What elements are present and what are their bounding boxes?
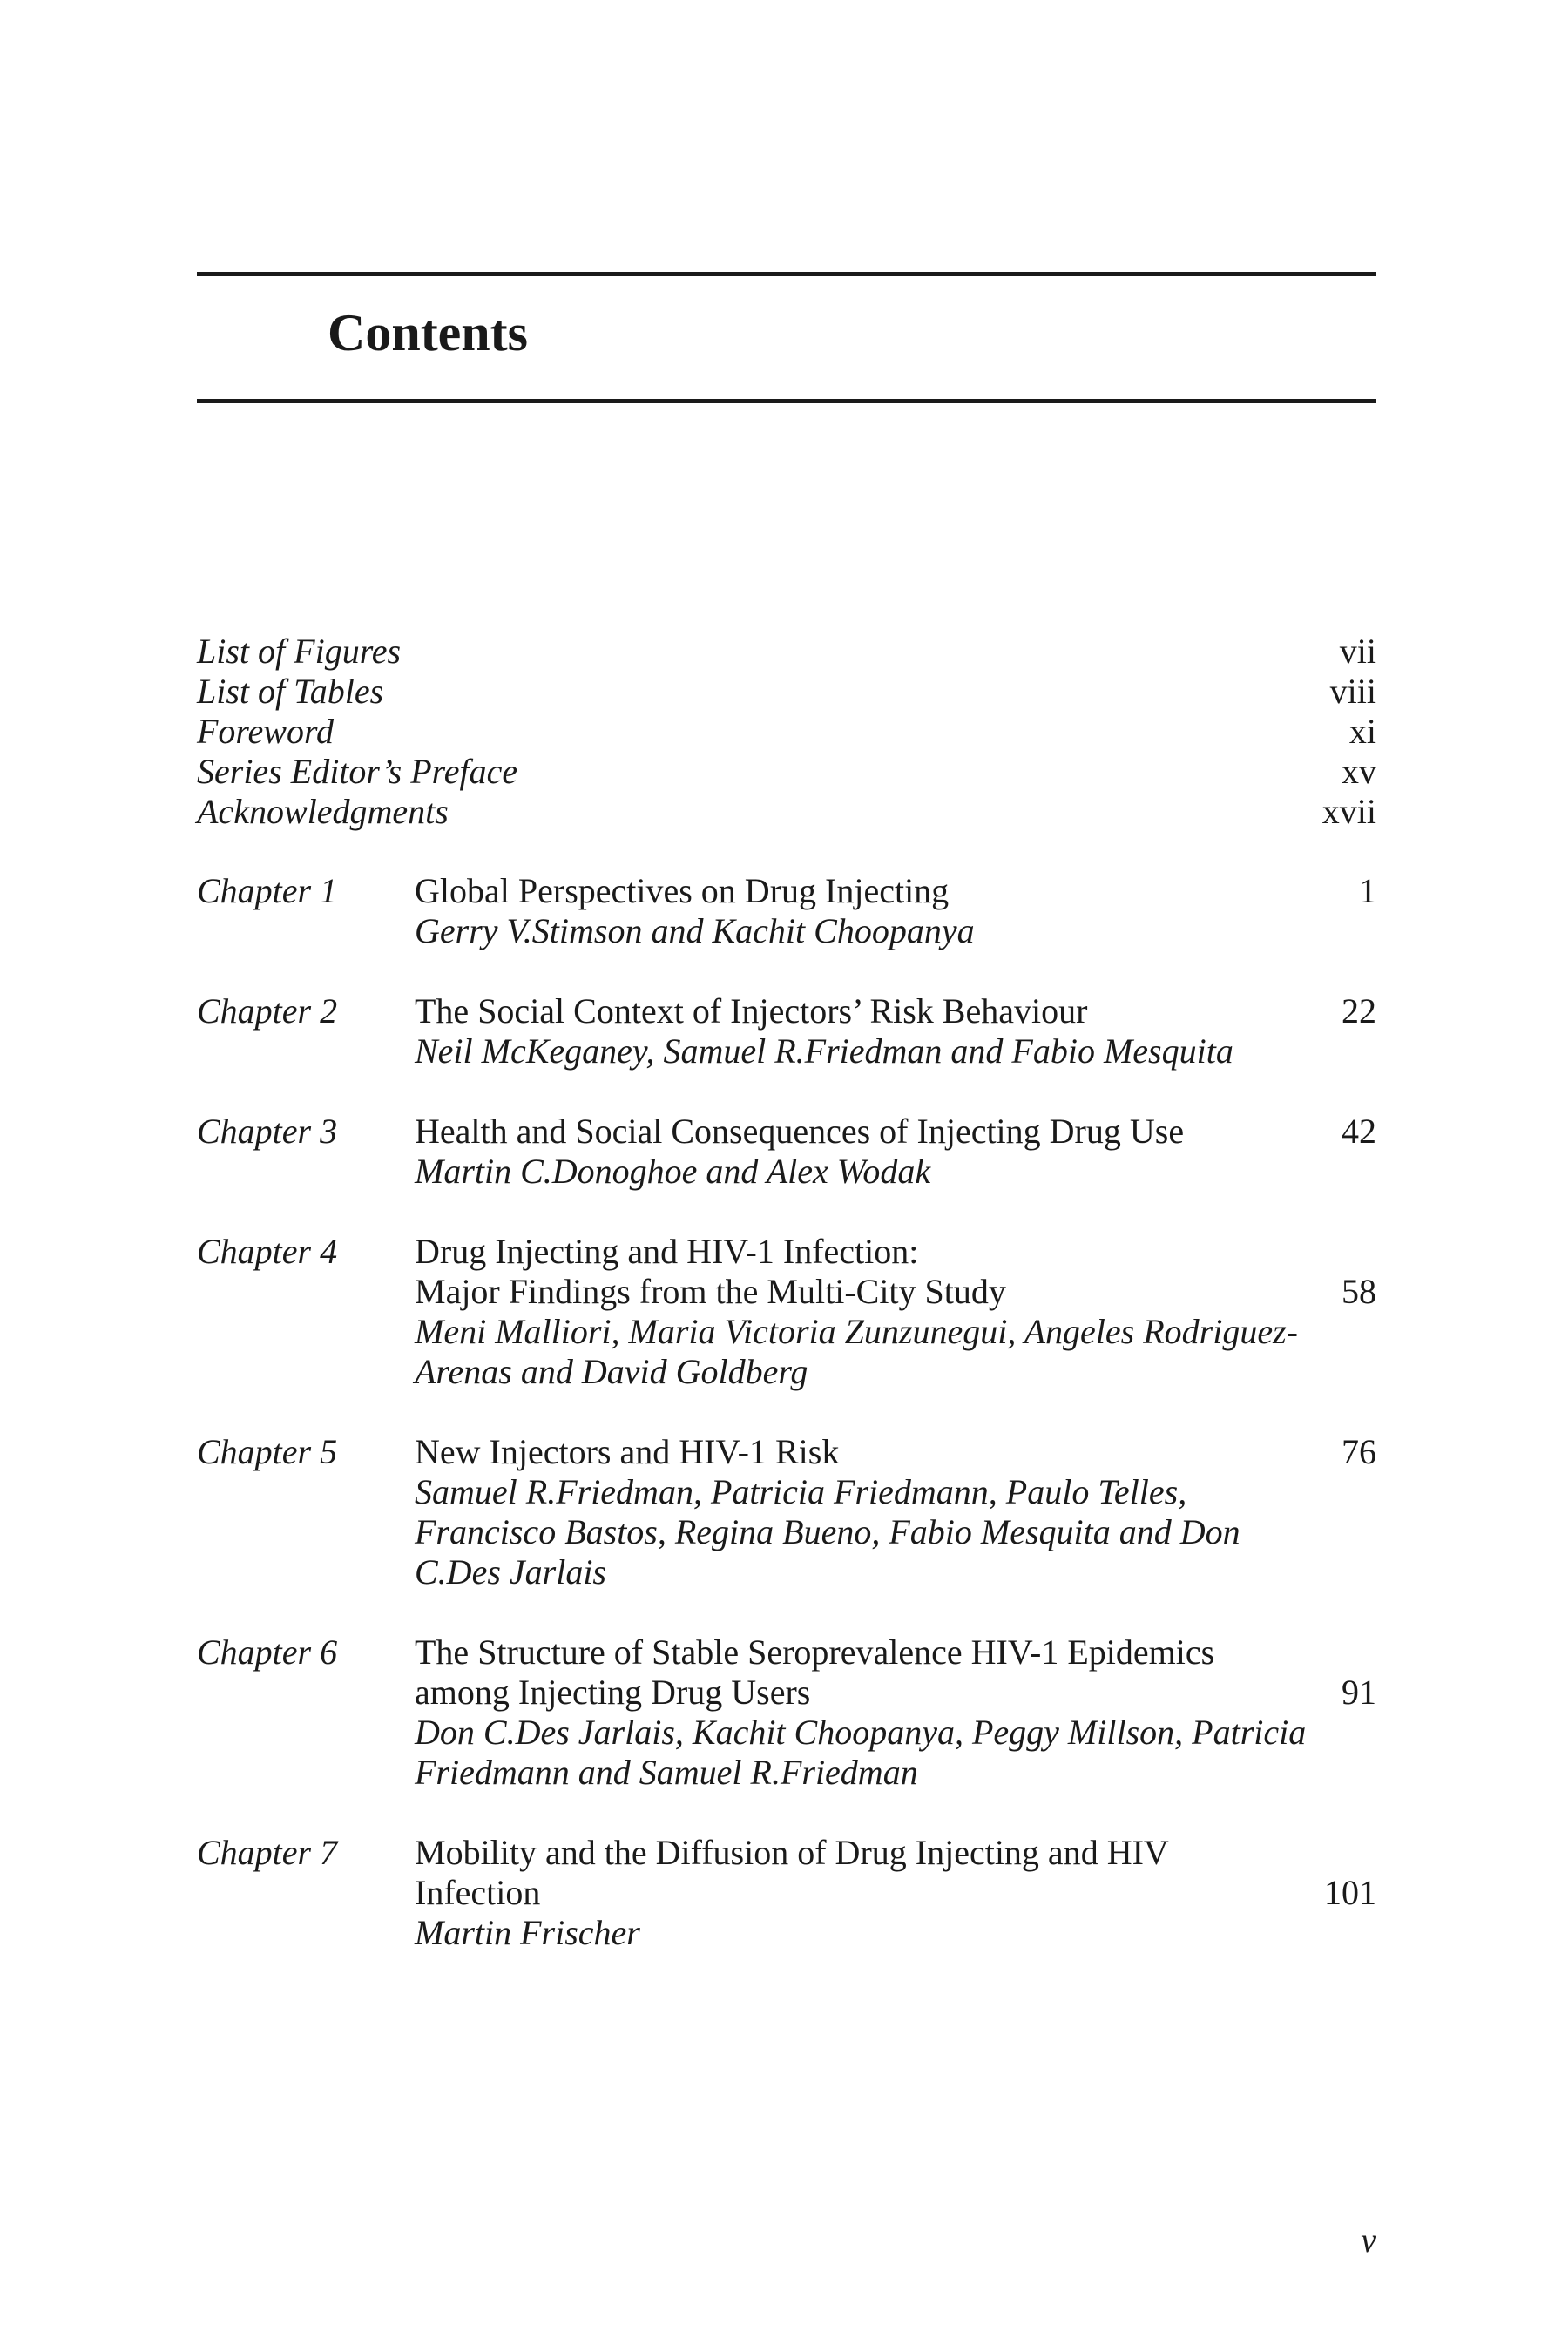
chapter-authors: Don C.Des Jarlais, Kachit Choopanya, Peggy Millson, Patricia Friedmann and Samuel R.Friedman	[415, 1713, 1307, 1792]
toc-entry[interactable]	[197, 752, 1376, 792]
chapter-authors: Gerry V.Stimson and Kachit Choopanya	[415, 911, 975, 950]
entry-label: Series Editor’s Preface	[197, 752, 518, 791]
toc-entry[interactable]	[197, 792, 1376, 832]
chapter-label: Chapter 4	[197, 1232, 338, 1271]
chapter-label: Chapter 5	[197, 1432, 338, 1471]
chapter-title: Mobility and the Diffusion of Drug Injecting and HIV	[415, 1833, 1169, 1872]
chapter-title: New Injectors and HIV-1 Risk	[415, 1432, 840, 1471]
page-number: v	[1361, 2220, 1376, 2260]
chapter-authors: Neil McKeganey, Samuel R.Friedman and Fabio Mesquita	[415, 1031, 1233, 1071]
chapter-page: 76	[1342, 1432, 1376, 1471]
front-matter-list	[197, 632, 1376, 832]
chapter-entry[interactable]	[197, 1632, 1376, 1793]
chapter-title: Health and Social Consequences of Injecting Drug Use	[415, 1112, 1185, 1151]
chapter-authors: Martin Frischer	[415, 1913, 640, 1952]
entry-page: xi	[1348, 712, 1376, 751]
entry-label: Foreword	[197, 712, 335, 751]
chapter-title: Global Perspectives on Drug Injecting	[415, 871, 950, 910]
chapter-entry[interactable]	[197, 991, 1376, 1071]
top-rule	[197, 272, 1376, 276]
entry-page: xv	[1342, 752, 1376, 791]
entry-label: Acknowledgments	[197, 792, 449, 831]
chapter-authors: Martin C.Donoghoe and Alex Wodak	[415, 1152, 931, 1191]
chapter-authors: Meni Malliori, Maria Victoria Zunzunegui, Angeles Rodriguez-Arenas and David Goldberg	[415, 1312, 1298, 1391]
entry-page: xvii	[1321, 792, 1376, 831]
chapter-title: The Structure of Stable Seroprevalence HIV-1 Epidemics	[415, 1632, 1215, 1672]
chapter-entry[interactable]	[197, 1432, 1376, 1592]
chapter-authors: Samuel R.Friedman, Patricia Friedmann, Paulo Telles, Francisco Bastos, Regina Bueno, Fabio Mesquita and Don C.Des Jarlais	[415, 1472, 1240, 1592]
page-title: Contents	[328, 304, 529, 362]
chapter-page: 42	[1342, 1112, 1376, 1151]
chapter-title-continued: among Injecting Drug Users	[415, 1673, 811, 1712]
chapter-title-continued: Infection	[415, 1873, 541, 1912]
chapter-entry[interactable]	[197, 1833, 1376, 1953]
entry-label: List of Figures	[197, 632, 402, 671]
chapter-entry[interactable]	[197, 871, 1376, 951]
entry-label: List of Tables	[197, 672, 384, 711]
chapter-label: Chapter 7	[197, 1833, 338, 1872]
chapter-entry[interactable]	[197, 1232, 1376, 1392]
bottom-rule	[197, 399, 1376, 403]
entry-page: vii	[1339, 632, 1376, 671]
chapter-page: 22	[1342, 991, 1376, 1031]
toc-entry[interactable]	[197, 712, 1376, 752]
chapter-page: 1	[1359, 871, 1376, 910]
chapter-page: 91	[1342, 1673, 1376, 1712]
chapter-page: 101	[1324, 1873, 1376, 1912]
toc-entry[interactable]	[197, 632, 1376, 672]
entry-page: viii	[1329, 672, 1376, 711]
chapter-list	[197, 871, 1376, 1993]
chapter-label: Chapter 6	[197, 1632, 338, 1672]
chapter-label: Chapter 2	[197, 991, 338, 1031]
chapter-title-continued: Major Findings from the Multi-City Study	[415, 1272, 1006, 1311]
chapter-title: Drug Injecting and HIV-1 Infection:	[415, 1232, 919, 1271]
chapter-label: Chapter 3	[197, 1112, 338, 1151]
chapter-page: 58	[1342, 1272, 1376, 1311]
toc-entry[interactable]	[197, 672, 1376, 712]
chapter-title: The Social Context of Injectors’ Risk Behaviour	[415, 991, 1088, 1031]
chapter-label: Chapter 1	[197, 871, 338, 910]
chapter-entry[interactable]	[197, 1112, 1376, 1192]
